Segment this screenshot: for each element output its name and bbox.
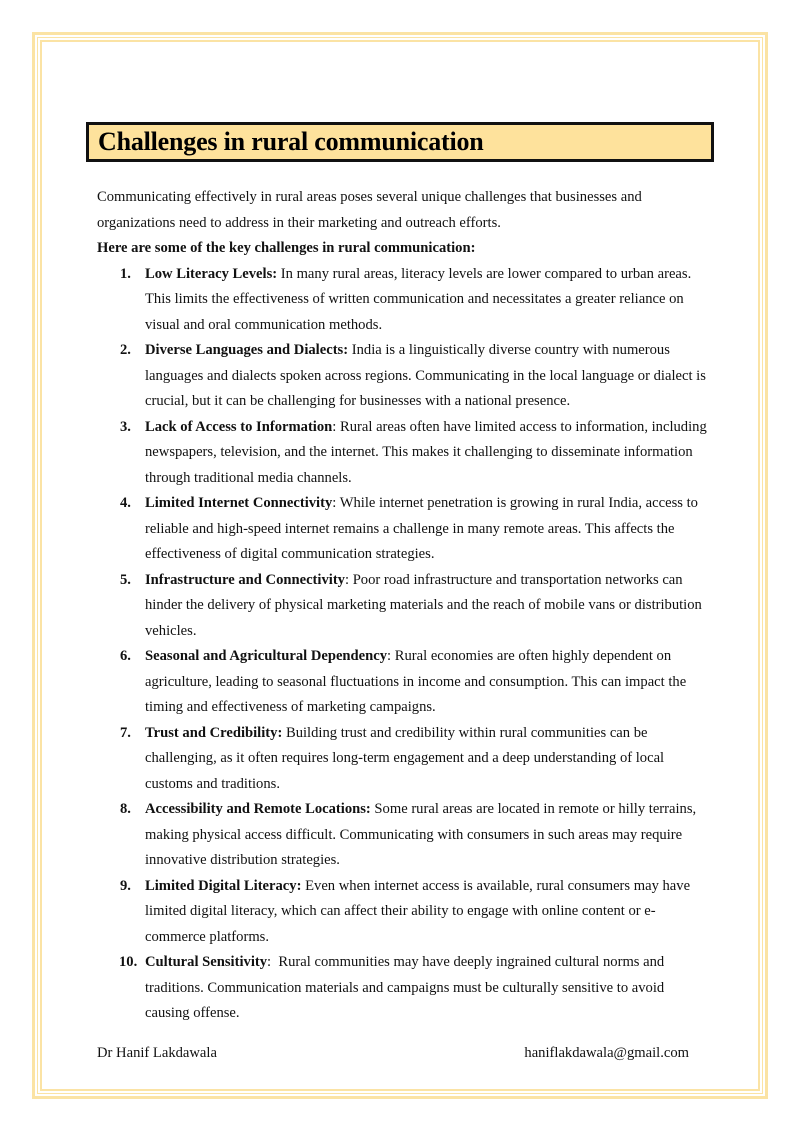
challenge-number: 7. (120, 724, 131, 741)
challenge-separator: : (387, 648, 392, 664)
challenge-item (97, 721, 712, 798)
challenge-text: Rural areas often have limited access to information, including newspapers, television, and the internet. This makes it challenging to disseminate information through traditional media channels. (145, 418, 707, 486)
challenge-number: 9. (120, 877, 131, 894)
challenge-separator: : (267, 954, 272, 970)
document-body (97, 185, 712, 1027)
challenge-item (97, 644, 712, 721)
challenge-number: 10. (119, 954, 138, 970)
challenge-number: 6. (120, 648, 131, 664)
challenge-item (97, 262, 712, 339)
challenge-item (97, 338, 712, 415)
challenge-term: Infrastructure and Connectivity (145, 571, 345, 588)
challenges-list (97, 262, 712, 1027)
challenge-item (97, 568, 712, 645)
challenge-text: Poor road infrastructure and transportation networks can hinder the delivery of physical marketing materials and the reach of mobile vans or distribution vehicles. (145, 571, 702, 639)
challenge-text: In many rural areas, literacy levels are lower compared to urban areas. This limits the effectiveness of written communication and necessitates a greater reliance on visual and oral communication methods. (145, 265, 692, 333)
challenges-lead: Here are some of the key challenges in rural communication: (97, 240, 476, 256)
challenge-separator: : (344, 571, 350, 588)
challenge-text: Even when internet access is available, rural consumers may have limited digital literacy, which can affect their ability to engage with online content or e-commerce platforms. (145, 877, 691, 945)
footer-email[interactable]: haniflakdawala@gmail.com (524, 1045, 689, 1061)
challenge-item (97, 415, 712, 492)
challenge-term: Lack of Access to Information (145, 418, 333, 435)
challenge-term: Seasonal and Agricultural Dependency (145, 648, 388, 664)
challenge-term: Limited Internet Connectivity (145, 495, 333, 511)
challenge-number: 8. (120, 801, 131, 817)
challenge-term: Limited Digital Literacy: (145, 877, 302, 894)
challenge-separator: : (332, 495, 337, 511)
page-title: Challenges in rural communication (98, 127, 484, 156)
intro-paragraph: Communicating effectively in rural areas poses several unique challenges that businesses and organizations need to address in their marketing and outreach efforts. (97, 189, 642, 231)
challenge-number: 5. (120, 571, 131, 588)
challenge-term: Trust and Credibility: (145, 724, 283, 741)
page-footer (97, 1045, 689, 1062)
title-box (86, 122, 714, 162)
challenge-item (97, 950, 712, 1027)
challenge-term: Low Literacy Levels: (145, 265, 278, 282)
challenge-item (97, 797, 712, 874)
challenge-text: Building trust and credibility within rural communities can be challenging, as it often requires long-term engagement and a deep understanding of local customs and traditions. (145, 724, 665, 792)
challenge-number: 1. (120, 265, 131, 282)
challenge-text: Some rural areas are located in remote or hilly terrains, making physical access difficult. Communicating with consumers in such areas may require innovative distribution strategies. (145, 801, 697, 868)
challenge-item (97, 491, 712, 568)
challenge-item (97, 874, 712, 951)
challenge-text: While internet penetration is growing in rural India, access to reliable and high-speed internet remains a challenge in many remote areas. This affects the effectiveness of digital communication strategies. (145, 495, 698, 562)
challenge-number: 2. (120, 342, 131, 358)
challenge-text: India is a linguistically diverse country with numerous languages and dialects spoken across regions. Communicating in the local language or dialect is crucial, but it can be challenging for businesses with a national presence. (145, 342, 706, 409)
challenge-text: Rural communities may have deeply ingrained cultural norms and traditions. Communication materials and campaigns must be culturally sensitive to avoid causing offense. (145, 954, 668, 1021)
challenge-separator: : (332, 418, 337, 435)
challenge-number: 4. (120, 495, 131, 511)
footer-author: Dr Hanif Lakdawala (97, 1045, 217, 1061)
challenge-text: Rural economies are often highly dependent on agriculture, leading to seasonal fluctuations in income and consumption. This can impact the timing and effectiveness of marketing campaigns. (145, 648, 687, 715)
challenge-term: Diverse Languages and Dialects: (145, 342, 349, 358)
challenge-term: Cultural Sensitivity (145, 954, 268, 970)
challenge-number: 3. (120, 418, 131, 435)
challenge-term: Accessibility and Remote Locations: (145, 801, 371, 817)
